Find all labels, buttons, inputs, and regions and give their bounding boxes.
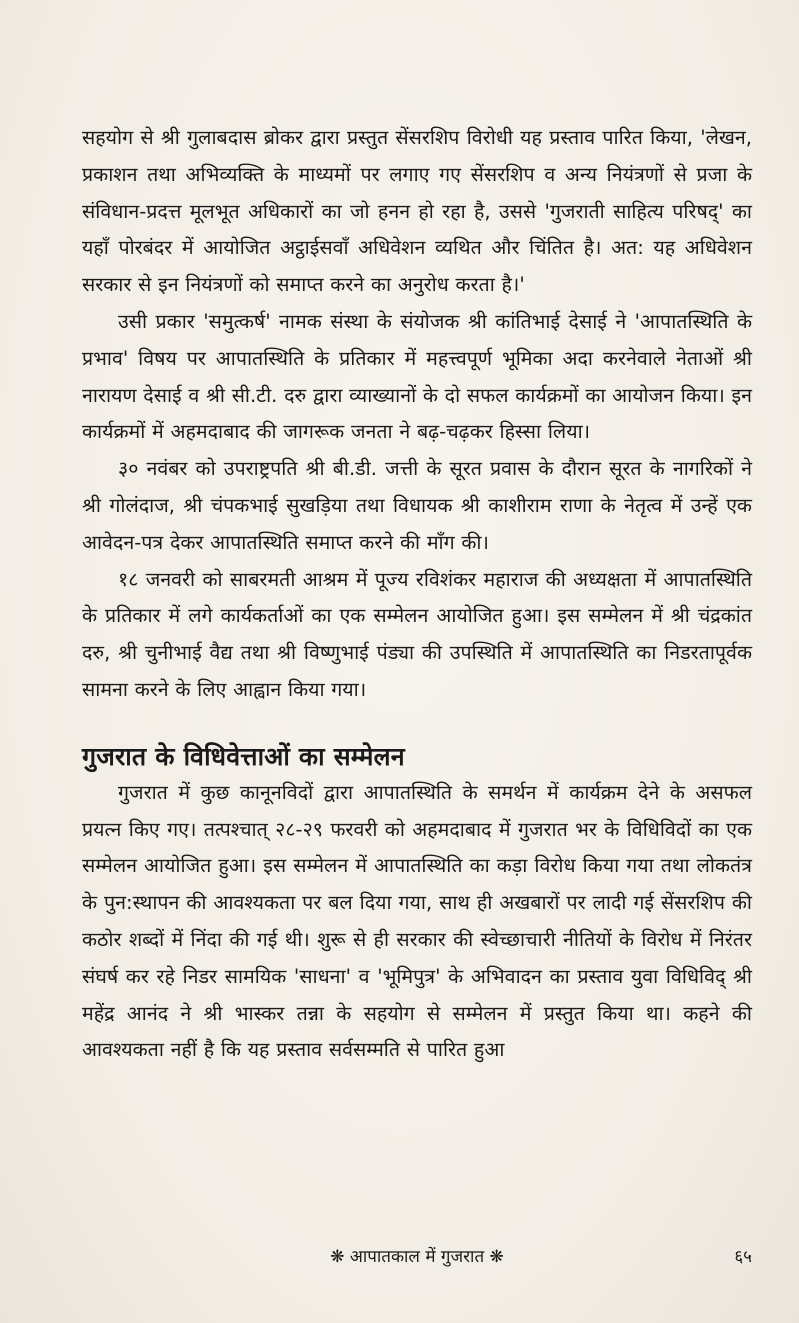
page-number: ६५ <box>734 1247 752 1267</box>
body-text <box>82 120 752 1069</box>
paragraph-sabarmati: १८ जनवरी को साबरमती आश्रम में पूज्य रविशंकर महाराज की अध्यक्षता में आपातस्थिति के प्रतिकार में लगे कार्यकर्ताओं का एक सम्मेलन आयोजित हुआ। इस सम्मेलन में श्री चंद्रकांत दरु, श्री चुनीभाई वैद्य तथा श्री विष्णुभाई पंड्या की उपस्थिति में आपातस्थिति का निडरतापूर्वक सामना करने के लिए आह्वान किया गया। <box>82 567 752 701</box>
paragraph-surat: ३० नवंबर को उपराष्ट्रपति श्री बी.डी. जत्ती के सूरत प्रवास के दौरान सूरत के नागरिकों ने श्री गोलंदाज, श्री चंपकभाई सुखड़िया तथा विधायक श्री काशीराम राणा के नेतृत्व में उन्हें एक आवेदन-पत्र देकर आपातस्थिति समाप्त करने की माँग की। <box>82 457 752 554</box>
page-footer <box>82 1244 752 1274</box>
paragraph-jurists: गुजरात में कुछ कानूनविदों द्वारा आपातस्थिति के समर्थन में कार्यक्रम देने के असफल प्रयत्न किए गए। तत्पश्चात् २८-२९ फरवरी को अहमदाबाद में गुजरात भर के विधिविदों का एक सम्मेलन आयोजित हुआ। इस सम्मेलन में आपातस्थिति का कड़ा विरोध किया गया तथा लोकतंत्र के पुन:स्थापन की आवश्यकता पर बल दिया गया, साथ ही अखबारों पर लादी गई सेंसरशिप की कठोर शब्दों में निंदा की गई थी। शुरू से ही सरकार की स्वेच्छाचारी नीतियों के विरोध में निरंतर संघर्ष कर रहे निडर सामयिक 'साधना' व 'भूमिपुत्र' के अभिवादन का प्रस्ताव युवा विधिविद् श्री महेंद्र आनंद ने श्री भास्कर तन्ना के सहयोग से सम्मेलन में प्रस्तुत किया था। कहने की आवश्यकता नहीं है कि यह प्रस्ताव सर्वसम्मति से पारित हुआ <box>82 780 752 1062</box>
running-title: ❋ आपातकाल में गुजरात ❋ <box>330 1247 504 1267</box>
section-heading: गुजरात के विधिवेत्ताओं का सम्मेलन <box>82 741 405 771</box>
paragraph-samutkarsh: उसी प्रकार 'समुत्कर्ष' नामक संस्था के संयोजक श्री कांतिभाई देसाई ने 'आपातस्थिति के प्रभाव' विषय पर आपातस्थिति के प्रतिकार में महत्त्वपूर्ण भूमिका अदा करनेवाले नेताओं श्री नारायण देसाई व श्री सी.टी. दरु द्वारा व्याख्यानों के दो सफल कार्यक्रमों का आयोजन किया। इन कार्यक्रमों में अहमदाबाद की जागरूक जनता ने बढ़-चढ़कर हिस्सा लिया। <box>82 309 752 444</box>
paragraph-continued: सहयोग से श्री गुलाबदास ब्रोकर द्वारा प्रस्तुत सेंसरशिप विरोधी यह प्रस्ताव पारित किया, 'लेखन, प्रकाशन तथा अभिव्यक्ति के माध्यमों पर लगाए गए सेंसरशिप व अन्य नियंत्रणों से प्रजा के संविधान-प्रदत्त मूलभूत अधिकारों का जो हनन हो रहा है, उससे 'गुजराती साहित्य परिषद्' का यहाँ पोरबंदर में आयोजित अट्ठाईसवाँ अधिवेशन व्यथित और चिंतित है। अत: यह अधिवेशन सरकार से इन नियंत्रणों को समाप्त करने का अनुरोध करता है।' <box>82 126 752 297</box>
